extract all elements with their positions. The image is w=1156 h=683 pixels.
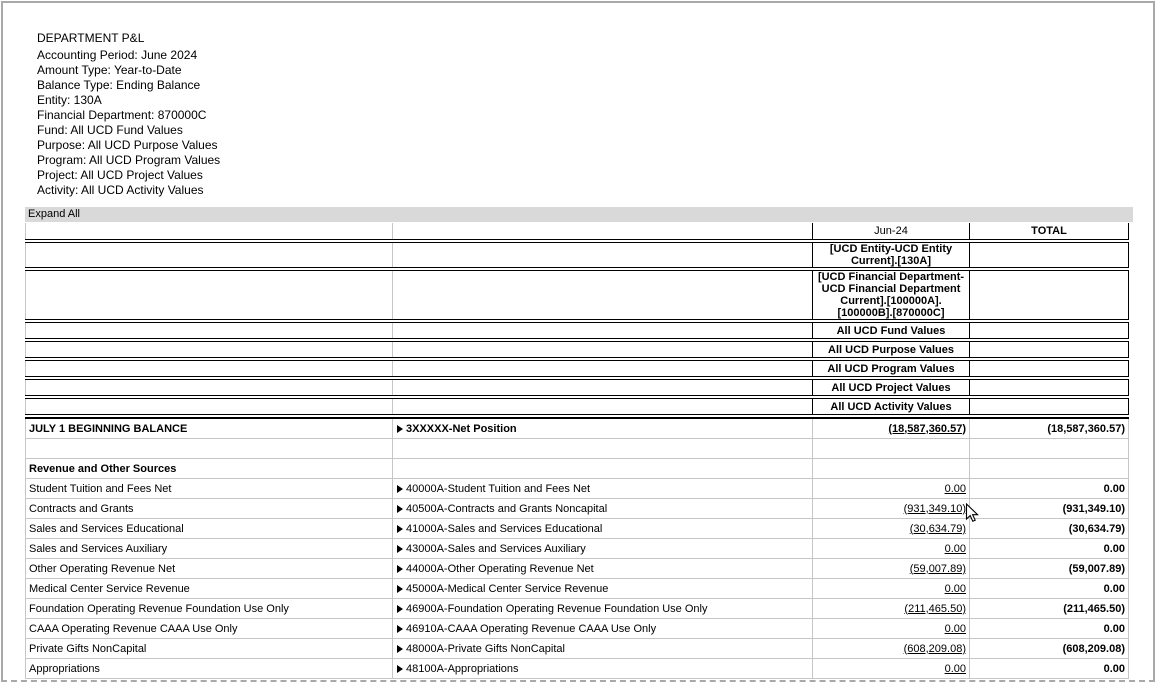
total-value-cell: (59,007.89) [970, 559, 1129, 578]
scope-row-spacer [392, 399, 812, 414]
column-header-row [25, 223, 1129, 240]
table-body [25, 417, 1129, 679]
period-value-link[interactable]: (59,007.89) [909, 562, 966, 575]
period-value-cell [812, 559, 970, 578]
scope-value: All UCD Activity Values [812, 399, 970, 414]
period-value-cell [812, 619, 970, 638]
account-cell [392, 639, 812, 658]
account-label: 3XXXXX-Net Position [406, 422, 517, 435]
scope-row-spacer [25, 342, 392, 357]
section-row [25, 459, 1129, 479]
row-label: Medical Center Service Revenue [25, 579, 392, 598]
table-row [25, 639, 1129, 659]
total-value-cell: 0.00 [970, 479, 1129, 498]
expand-row-icon[interactable] [397, 505, 403, 513]
period-value-link[interactable]: 0.00 [944, 582, 966, 595]
total-value-cell: (18,587,360.57) [970, 419, 1129, 438]
expand-row-icon[interactable] [397, 605, 403, 613]
period-value-link[interactable]: (931,349.10) [903, 502, 966, 515]
table-row [25, 559, 1129, 579]
period-value-link[interactable]: 0.00 [944, 542, 966, 555]
period-value-cell [812, 659, 970, 678]
report-filter-line: Activity: All UCD Activity Values [37, 183, 204, 197]
row-label: Foundation Operating Revenue Foundation Use Only [25, 599, 392, 618]
scope-row-spacer [25, 380, 392, 395]
report-filter-line: Amount Type: Year-to-Date [37, 63, 182, 77]
account-cell [392, 539, 812, 558]
period-value-cell [812, 479, 970, 498]
row-label: JULY 1 BEGINNING BALANCE [25, 419, 392, 438]
table-row [25, 479, 1129, 499]
scope-row-spacer [970, 243, 1129, 267]
period-value-link[interactable]: (30,634.79) [909, 522, 966, 535]
scope-row-spacer [970, 342, 1129, 357]
account-cell [392, 559, 812, 578]
report-filter-line: Entity: 130A [37, 93, 102, 107]
report-filter-line: Project: All UCD Project Values [37, 168, 203, 182]
row-label: Student Tuition and Fees Net [25, 479, 392, 498]
scope-row-spacer [392, 271, 812, 319]
row-label: Sales and Services Auxiliary [25, 539, 392, 558]
period-value-cell [812, 539, 970, 558]
account-cell [392, 599, 812, 618]
period-value-link[interactable]: (211,465.50) [904, 602, 966, 615]
scope-header-row [25, 242, 1129, 268]
expand-all-label: Expand All [28, 208, 80, 220]
total-value-cell: 0.00 [970, 619, 1129, 638]
scope-row-spacer [970, 380, 1129, 395]
period-value-link[interactable]: 0.00 [944, 662, 966, 675]
row-label: Contracts and Grants [25, 499, 392, 518]
total-value-cell [970, 439, 1129, 458]
period-value-cell [812, 579, 970, 598]
account-label: 48100A-Appropriations [406, 662, 519, 675]
period-value-cell [812, 599, 970, 618]
expand-row-icon[interactable] [397, 585, 403, 593]
period-value-cell [812, 419, 970, 438]
report-filter-line: Program: All UCD Program Values [37, 153, 221, 167]
scope-row-spacer [392, 361, 812, 376]
scope-row-spacer [25, 399, 392, 414]
table-row [25, 539, 1129, 559]
total-value-cell: 0.00 [970, 579, 1129, 598]
blank-row [25, 439, 1129, 459]
scope-row-spacer [970, 361, 1129, 376]
account-cell [392, 499, 812, 518]
total-value-cell: (931,349.10) [970, 499, 1129, 518]
scope-value: [UCD Entity-UCD Entity Current].[130A] [812, 243, 970, 267]
expand-row-icon[interactable] [397, 665, 403, 673]
row-label: Appropriations [25, 659, 392, 678]
table-row [25, 579, 1129, 599]
expand-row-icon[interactable] [397, 525, 403, 533]
period-value-cell [812, 499, 970, 518]
expand-row-icon[interactable] [397, 425, 403, 433]
account-label: 45000A-Medical Center Service Revenue [406, 582, 609, 595]
expand-row-icon[interactable] [397, 545, 403, 553]
scope-header-rows [25, 242, 1129, 415]
period-value-cell [812, 519, 970, 538]
pnl-table [25, 223, 1129, 679]
expand-row-icon[interactable] [397, 565, 403, 573]
report-filter-line: Balance Type: Ending Balance [37, 78, 201, 92]
account-label: 40500A-Contracts and Grants Noncapital [406, 502, 608, 515]
total-column-header: TOTAL [970, 223, 1129, 239]
table-row [25, 499, 1129, 519]
scope-header-row [25, 322, 1129, 339]
scope-value: All UCD Project Values [812, 380, 970, 395]
account-cell [392, 619, 812, 638]
scope-row-spacer [392, 380, 812, 395]
scope-row-spacer [392, 323, 812, 338]
report-filter-line: Financial Department: 870000C [37, 108, 207, 122]
row-label: Sales and Services Educational [25, 519, 392, 538]
account-label: 48000A-Private Gifts NonCapital [406, 642, 565, 655]
report-title: DEPARTMENT P&L [37, 31, 145, 45]
scope-value: All UCD Program Values [812, 361, 970, 376]
report-filter-line: Accounting Period: June 2024 [37, 48, 198, 62]
row-label: CAAA Operating Revenue CAAA Use Only [25, 619, 392, 638]
account-label: 46900A-Foundation Operating Revenue Foundation Use Only [406, 602, 708, 615]
scope-row-spacer [392, 342, 812, 357]
scope-row-spacer [25, 361, 392, 376]
account-cell [392, 519, 812, 538]
period-value-link[interactable]: (18,587,360.57) [888, 422, 966, 435]
scope-row-spacer [970, 399, 1129, 414]
table-row [25, 619, 1129, 639]
expand-all-button[interactable] [25, 207, 1133, 222]
scope-header-row [25, 379, 1129, 396]
period-value-cell [812, 439, 970, 458]
table-row [25, 519, 1129, 539]
scope-row-spacer [970, 271, 1129, 319]
scope-header-row [25, 341, 1129, 358]
period-value-link[interactable]: 0.00 [944, 622, 966, 635]
scope-value: [UCD Financial Department-UCD Financial Department Current].[100000A].[100000B].[870000C] [812, 271, 970, 319]
account-cell [392, 659, 812, 678]
account-cell [392, 579, 812, 598]
report-filter-list [37, 48, 220, 198]
account-cell [392, 419, 812, 438]
scope-row-spacer [392, 243, 812, 267]
report-filter-line: Fund: All UCD Fund Values [37, 123, 183, 137]
report-header [37, 31, 220, 198]
account-label: 44000A-Other Operating Revenue Net [406, 562, 594, 575]
total-value-cell: (608,209.08) [970, 639, 1129, 658]
period-value-link[interactable]: 0.00 [944, 482, 966, 495]
account-cell [392, 479, 812, 498]
report-filter-line: Purpose: All UCD Purpose Values [37, 138, 218, 152]
scope-value: All UCD Fund Values [812, 323, 970, 338]
account-label: 46910A-CAAA Operating Revenue CAAA Use Only [406, 622, 657, 635]
total-value-cell: 0.00 [970, 659, 1129, 678]
column-header-spacer [392, 223, 812, 239]
column-header-spacer [25, 223, 392, 239]
period-value-link[interactable]: (608,209.08) [903, 642, 966, 655]
table-row [25, 599, 1129, 619]
scope-header-row [25, 398, 1129, 415]
scope-row-spacer [970, 323, 1129, 338]
scope-value: All UCD Purpose Values [812, 342, 970, 357]
period-column-header: Jun-24 [812, 223, 970, 239]
table-row [25, 419, 1129, 439]
row-label [25, 439, 392, 458]
table-row [25, 659, 1129, 679]
row-label: Other Operating Revenue Net [25, 559, 392, 578]
scope-row-spacer [25, 323, 392, 338]
scope-row-spacer [25, 271, 392, 319]
total-value-cell: (211,465.50) [970, 599, 1129, 618]
scope-header-row [25, 270, 1129, 320]
total-value-cell: (30,634.79) [970, 519, 1129, 538]
account-label: 40000A-Student Tuition and Fees Net [406, 482, 591, 495]
expand-row-icon[interactable] [397, 645, 403, 653]
row-label: Private Gifts NonCapital [25, 639, 392, 658]
row-label: Revenue and Other Sources [25, 459, 392, 478]
period-value-cell [812, 639, 970, 658]
total-value-cell: 0.00 [970, 539, 1129, 558]
account-label: 43000A-Sales and Services Auxiliary [406, 542, 586, 555]
scope-row-spacer [25, 243, 392, 267]
account-cell [392, 439, 812, 458]
expand-row-icon[interactable] [397, 485, 403, 493]
expand-row-icon[interactable] [397, 625, 403, 633]
total-value-cell [970, 459, 1129, 478]
period-value-cell [812, 459, 970, 478]
account-cell [392, 459, 812, 478]
account-label: 41000A-Sales and Services Educational [406, 522, 603, 535]
scope-header-row [25, 360, 1129, 377]
